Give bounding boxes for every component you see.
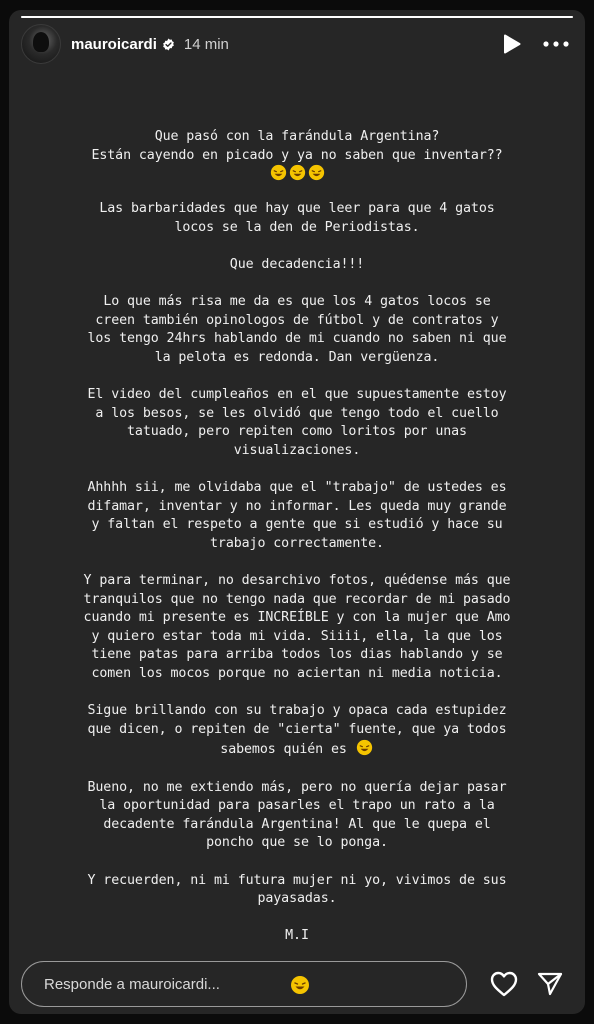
more-icon <box>543 41 569 47</box>
paragraph-3: Que decadencia!!! <box>229 256 365 272</box>
paragraph-9: Bueno, no me extiendo más, pero no quería dejar pasar la oportunidad para pasarles el trapo un rato a la decadente farándula Argentina! Al que le quepa el poncho que se lo ponga. <box>87 779 507 851</box>
paragraph-4: Lo que más risa me da es que los 4 gatos locos se creen también opinologos de fútbol y de contratos y los tengo 24hrs hablando de mi cuando no saben ni que la pelota es redonda. Dan vergüenza. <box>87 294 507 365</box>
story-frame <box>9 10 585 1014</box>
post-time: 14 min <box>183 35 229 53</box>
paragraph-7: Y para terminar, no desarchivo fotos, quédense más que tranquilos que no tengo nada que recordar de mi pasado cuando mi presente es INCREÍBLE y con la mujer que Amo y quiero estar toda mi vida. Siiii, ella, la que los tiene patas para arriba todos los dias hablando y se comen los mocos porque no aciertan ni media noticia. <box>83 573 511 682</box>
story-text <box>27 128 567 965</box>
story-header <box>21 24 571 64</box>
play-icon <box>503 34 521 54</box>
paragraph-2: Las barbaridades que hay que leer para que 4 gatos locos se la den de Periodistas. <box>99 201 495 235</box>
like-button[interactable] <box>487 967 521 1001</box>
send-button[interactable] <box>533 967 567 1001</box>
reply-input[interactable] <box>21 961 467 1007</box>
story-footer <box>21 958 573 1010</box>
play-button[interactable] <box>497 29 527 59</box>
username[interactable]: mauroicardi <box>71 35 157 53</box>
story-progress-fill <box>21 16 573 18</box>
paragraph-1: Que pasó con la farándula Argentina? Están cayendo en picado y ya no saben que inventar?? <box>91 129 503 163</box>
paragraph-8-wrap <box>27 702 567 760</box>
laughing-emoji-icon <box>290 975 310 995</box>
laughing-emoji-icon <box>308 164 325 181</box>
laughing-emoji-icon <box>289 164 306 181</box>
verified-badge-icon <box>162 38 175 51</box>
avatar[interactable] <box>21 24 61 64</box>
send-icon <box>536 970 564 998</box>
paragraph-8: Sigue brillando con su trabajo y opaca cada estupidez que dicen, o repiten de "cierta" fuente, que ya todos sabemos quién es <box>87 703 507 758</box>
laughing-emoji-icon <box>356 739 373 756</box>
signature: M.I <box>285 928 309 944</box>
reply-placeholder: Responde a mauroicardi... <box>44 975 220 993</box>
emoji-row <box>27 164 567 184</box>
story-progress-bar <box>21 16 573 18</box>
paragraph-10: Y recuerden, ni mi futura mujer ni yo, vivimos de sus payasadas. <box>87 872 507 907</box>
more-options-button[interactable] <box>541 29 571 59</box>
paragraph-5: El video del cumpleaños en el que supuestamente estoy a los besos, se les olvidó que tengo todo el cuello tatuado, pero repiten como loritos por unas visualizaciones. <box>87 387 507 458</box>
laughing-emoji-icon <box>270 164 287 181</box>
heart-icon <box>489 970 519 998</box>
paragraph-6: Ahhhh sii, me olvidaba que el "trabajo" de ustedes es difamar, inventar y no informar. Les queda muy grande y faltan el respeto a gente que si estudió y hace su trabajo correctamente. <box>87 480 507 551</box>
